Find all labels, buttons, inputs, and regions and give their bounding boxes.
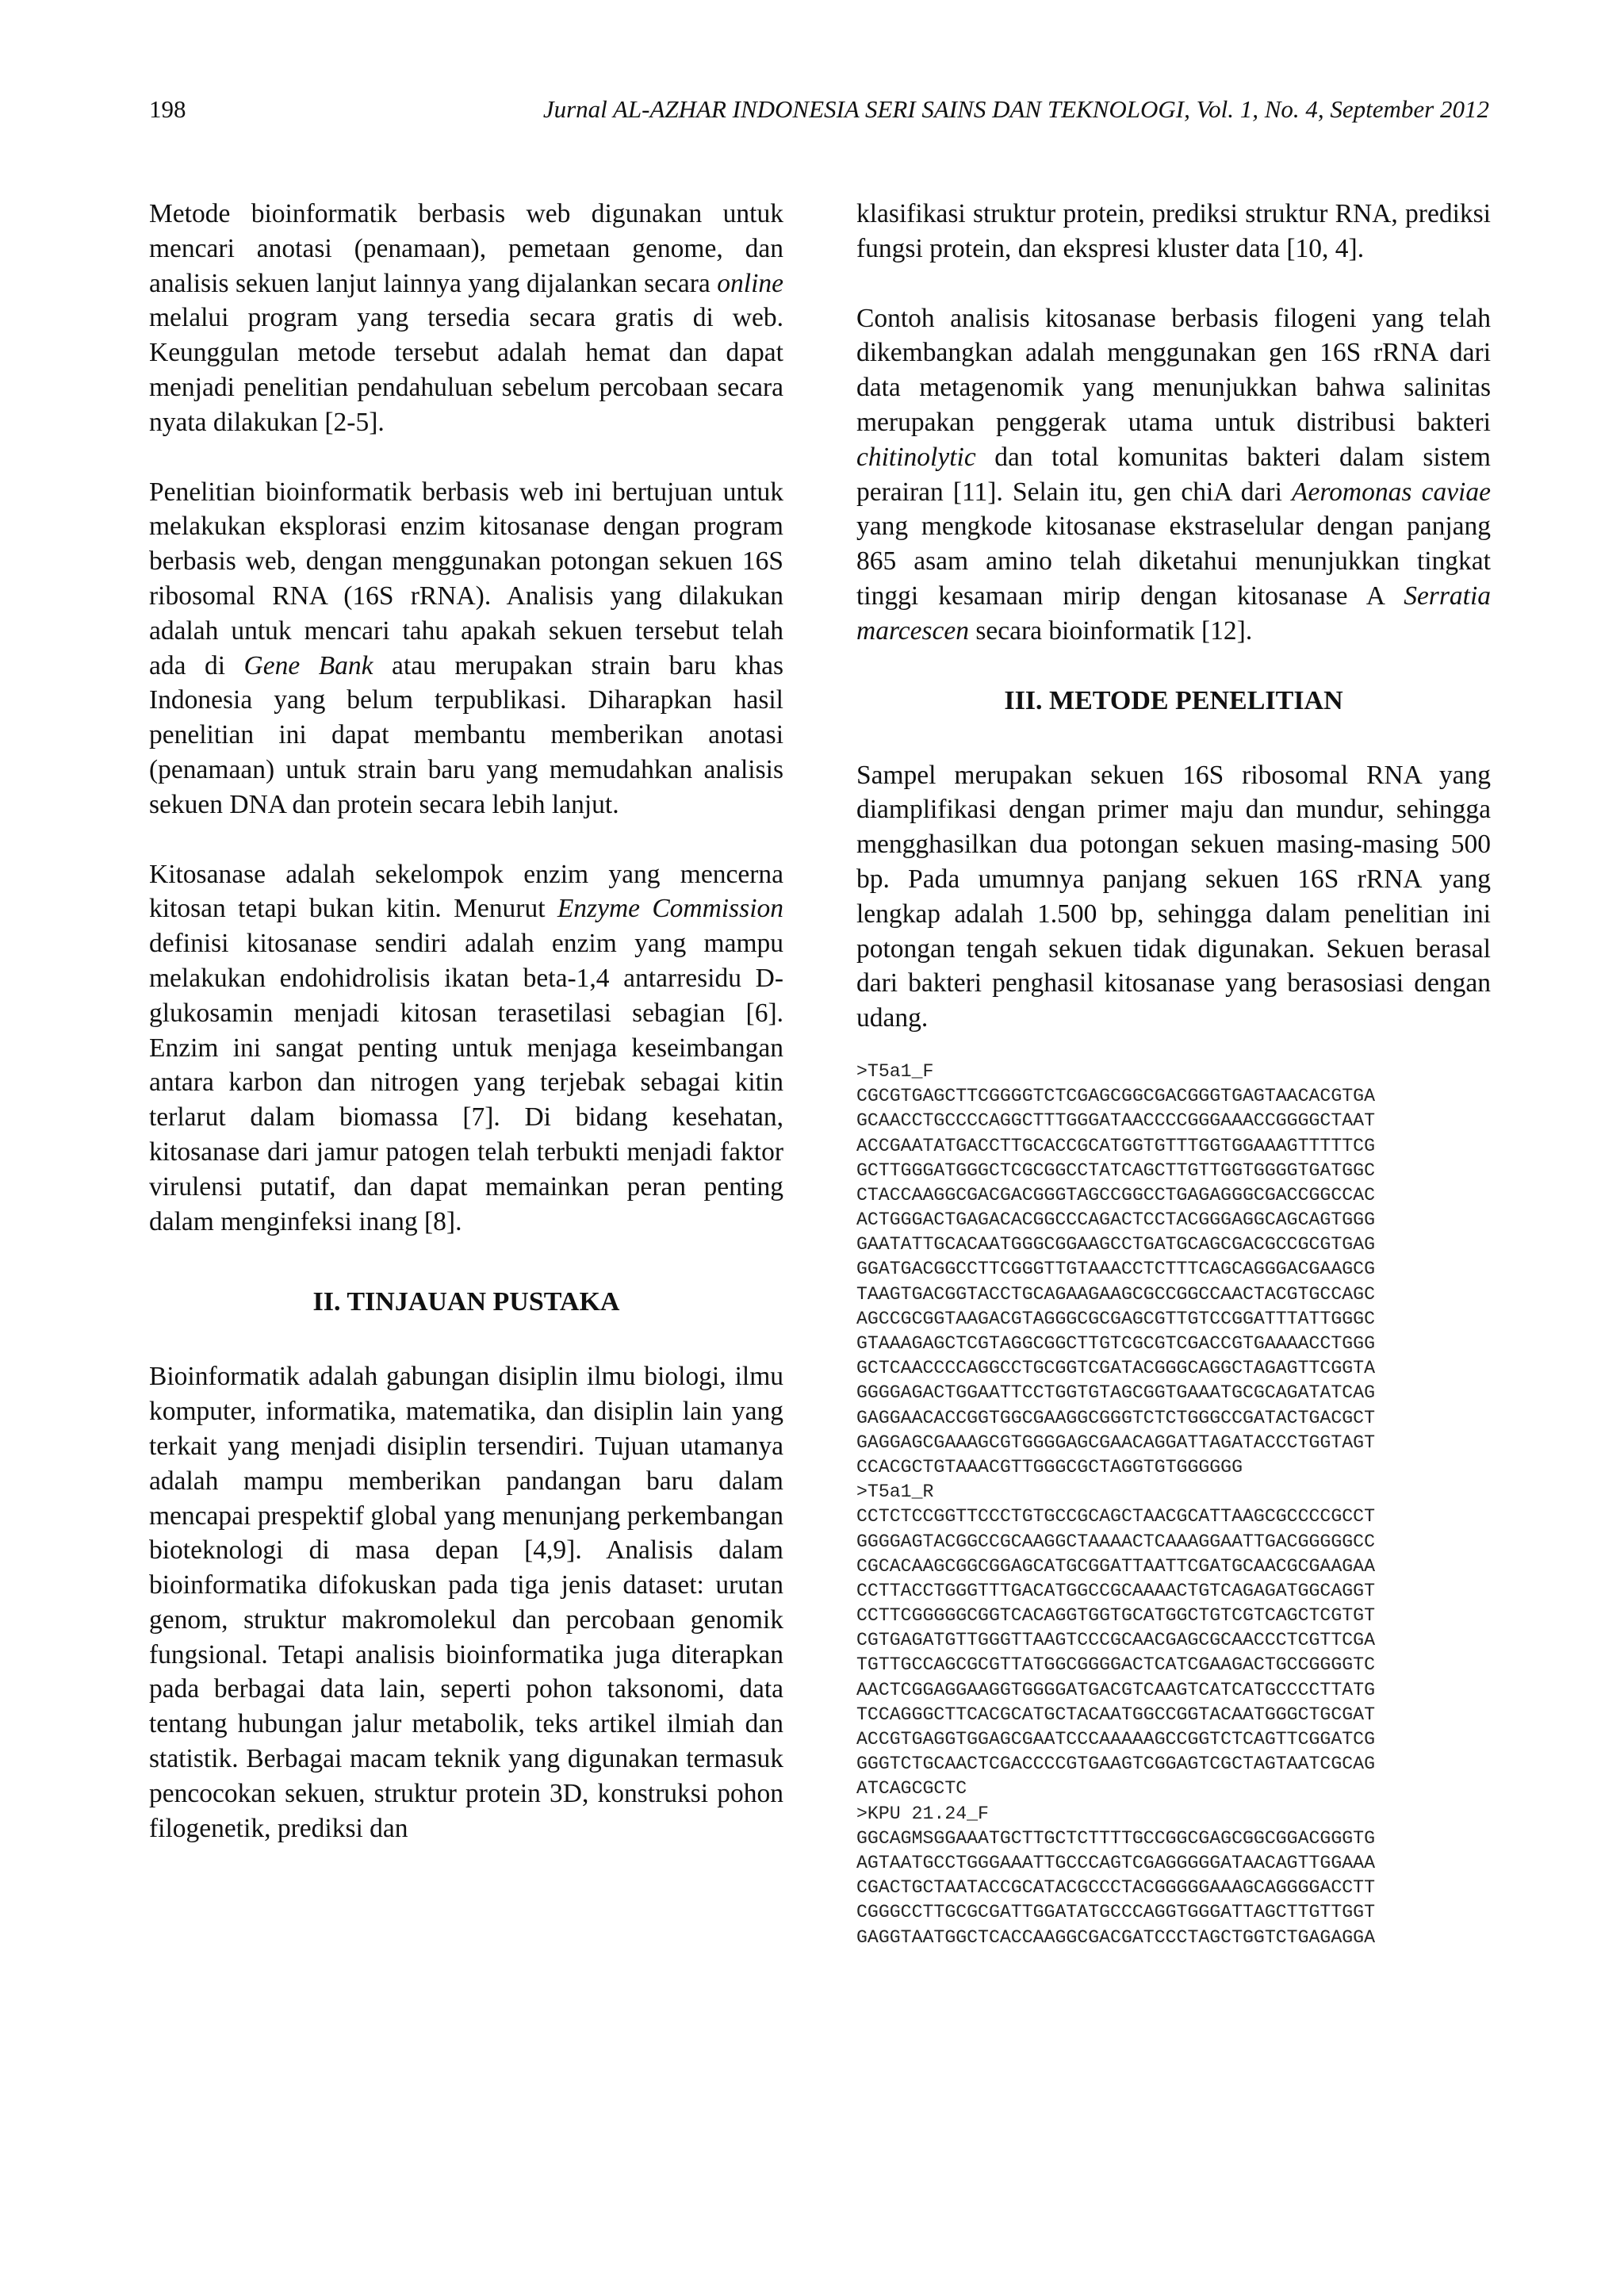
- section-heading-literature-review: II. TINJAUAN PUSTAKA: [312, 1287, 620, 1317]
- sequence-line: TGTTGCCAGCGCGTTATGGCGGGGACTCATCGAAGACTGCCGGGGTC: [856, 1654, 1375, 1676]
- sequence-header: >T5a1_R: [856, 1481, 934, 1503]
- sequence-line: GAGGAGCGAAAGCGTGGGGAGCGAACAGGATTAGATACCCTGGTAGT: [856, 1432, 1375, 1453]
- page-header: [149, 95, 1489, 135]
- sequence-line: GCTTGGGATGGGCTCGCGGCCTATCAGCTTGTTGGTGGGGTGATGGC: [856, 1159, 1375, 1181]
- sequence-line: GAGGTAATGGCTCACCAAGGCGACGATCCCTAGCTGGTCTGAGAGGA: [856, 1926, 1375, 1948]
- page-number: 198: [149, 95, 186, 123]
- sequence-line: AACTCGGAGGAAGGTGGGGATGACGTCAAGTCATCATGCCCCTTATG: [856, 1679, 1375, 1700]
- sequence-line: CGACTGCTAATACCGCATACGCCCTACGGGGGAAAGCAGGGGACCTT: [856, 1877, 1375, 1899]
- paragraph-classification: klasifikasi struktur protein, prediksi struktur RNA, prediksi fungsi protein, dan ekspresi kluster data [10, 4].: [856, 199, 1491, 263]
- sequence-line: CGCGTGAGCTTCGGGGTCTCGAGCGGCGACGGGTGAGTAACACGTGA: [856, 1086, 1375, 1107]
- sequence-line: CCTCTCCGGTTCCCTGTGCCGCAGCTAACGCATTAAGCGCCCCGCCT: [856, 1506, 1375, 1527]
- sequence-line: GCAACCTGCCCCAGGCTTTGGGATAACCCCGGGAAACCGGGGCTAAT: [856, 1110, 1375, 1132]
- sequence-header: >T5a1_F: [856, 1060, 934, 1082]
- right-column: [856, 197, 1491, 1950]
- paragraph-bioinformatics-web: Metode bioinformatik berbasis web digunakan untuk mencari anotasi (penamaan), pemetaan genome, dan analisis sekuen lanjut lainnya yang dijalankan secara online melalui program yang tersedia secara gratis di web. Keunggulan metode tersebut adalah hemat dan dapat menjadi penelitian pendahuluan sebelum percobaan secara nyata dilakukan [2-5].: [149, 199, 783, 437]
- sequence-line: CTACCAAGGCGACGACGGGTAGCCGGCCTGAGAGGGCGACCGGCCAC: [856, 1184, 1375, 1205]
- sequence-line: ATCAGCGCTC: [856, 1778, 967, 1800]
- left-column: [149, 197, 783, 1880]
- sequence-line: GGGGAGACTGGAATTCCTGGTGTAGCGGTGAAATGCGCAGATATCAG: [856, 1382, 1375, 1404]
- sequence-line: GGCAGMSGGAAATGCTTGCTCTTTTGCCGGCGAGCGGCGGACGGGTG: [856, 1827, 1375, 1849]
- sequence-line: GCTCAACCCCAGGCCTGCGGTCGATACGGGCAGGCTAGAGTTCGGTA: [856, 1358, 1375, 1379]
- paragraph-phylogeny-example: Contoh analisis kitosanase berbasis filogeni yang telah dikembangkan adalah menggunakan gen 16S rRNA dari data metagenomik yang menunjukkan bahwa salinitas merupakan penggerak utama untuk distribusi bakteri chitinolytic dan total komunitas bakteri dalam sistem perairan [11]. Selain itu, gen chiA dari Aeromonas caviae yang mengkode kitosanase ekstraselular dengan panjang 865 asam amino telah diketahui menunjukkan tingkat tinggi kesamaan mirip dengan kitosanase A Serratia marcescen secara bioinformatik [12].: [856, 303, 1491, 646]
- sequence-line: GAGGAACACCGGTGGCGAAGGCGGGTCTCTGGGCCGATACTGACGCT: [856, 1407, 1375, 1428]
- sequence-line: TCCAGGGCTTCACGCATGCTACAATGGCCGGTACAATGGGCTGCGAT: [856, 1704, 1375, 1725]
- sequence-line: ACTGGGACTGAGACACGGCCCAGACTCCTACGGGAGGCAGCAGTGGG: [856, 1209, 1375, 1231]
- sequence-line: GGGGAGTACGGCCGCAAGGCTAAAACTCAAAGGAATTGACGGGGGCC: [856, 1531, 1375, 1552]
- sequence-listing: [856, 1060, 1491, 1950]
- sequence-line: ACCGAATATGACCTTGCACCGCATGGTGTTTGGTGGAAAGTTTTTCG: [856, 1135, 1375, 1156]
- paragraph-samples: Sampel merupakan sekuen 16S ribosomal RNA yang diamplifikasi dengan primer maju dan mundur, sehingga mengghasilkan dua potongan sekuen masing-masing 500 bp. Pada umumnya panjang sekuen 16S rRNA yang lengkap adalah 1.500 bp, sehingga dalam penelitian ini potongan tengah sekuen tidak digunakan. Sekuen berasal dari bakteri penghasil kitosanase yang berasosiasi dengan udang.: [856, 760, 1491, 1033]
- sequence-line: TAAGTGACGGTACCTGCAGAAGAAGCGCCGGCCAACTACGTGCCAGC: [856, 1283, 1375, 1305]
- sequence-line: CGCACAAGCGGCGGAGCATGCGGATTAATTCGATGCAACGCGAAGAA: [856, 1555, 1375, 1577]
- sequence-line: CCACGCTGTAAACGTTGGGCGCTAGGTGTGGGGGG: [856, 1456, 1243, 1478]
- sequence-line: CGGGCCTTGCGCGATTGGATATGCCCAGGTGGGATTAGCTTGTTGGT: [856, 1902, 1375, 1923]
- sequence-line: GGGTCTGCAACTCGACCCCGTGAAGTCGGAGTCGCTAGTAATCGCAG: [856, 1754, 1375, 1775]
- sequence-line: ACCGTGAGGTGGAGCGAATCCCAAAAAGCCGGTCTCAGTTCGGATCG: [856, 1729, 1375, 1750]
- sequence-header: >KPU 21.24_F: [856, 1803, 989, 1824]
- sequence-line: GTAAAGAGCTCGTAGGCGGCTTGTCGCGTCGACCGTGAAAACCTGGG: [856, 1333, 1375, 1354]
- sequence-line: CGTGAGATGTTGGGTTAAGTCCCGCAACGAGCGCAACCCTCGTTCGA: [856, 1630, 1375, 1651]
- sequence-line: AGCCGCGGTAAGACGTAGGGCGCGAGCGTTGTCCGGATTTATTGGGC: [856, 1308, 1375, 1329]
- sequence-line: GGATGACGGCCTTCGGGTTGTAAACCTCTTTCAGCAGGGACGAAGCG: [856, 1259, 1375, 1280]
- journal-title: Jurnal AL-AZHAR INDONESIA SERI SAINS DAN TEKNOLOGI, Vol. 1, No. 4, September 2012: [542, 95, 1489, 123]
- sequence-line: AGTAATGCCTGGGAAATTGCCCAGTCGAGGGGGATAACAGTTGGAAA: [856, 1852, 1375, 1873]
- paragraph-research-aim: Penelitian bioinformatik berbasis web ini bertujuan untuk melakukan eksplorasi enzim kitosanase dengan program berbasis web, dengan menggunakan potongan sekuen 16S ribosomal RNA (16S rRNA). Analisis yang dilakukan adalah untuk mencari tahu apakah sekuen tersebut telah ada di Gene Bank atau merupakan strain baru khas Indonesia yang belum terpublikasi. Diharapkan hasil penelitian ini dapat membantu memberikan anotasi (penamaan) untuk strain baru yang memudahkan analisis sekuen DNA dan protein secara lebih lanjut.: [149, 477, 784, 819]
- sequence-line: GAATATTGCACAATGGGCGGAAGCCTGATGCAGCGACGCCGCGTGAG: [856, 1234, 1375, 1255]
- section-heading-methods: III. METODE PENELITIAN: [1004, 685, 1343, 715]
- sequence-line: CCTTCGGGGGCGGTCACAGGTGGTGCATGGCTGTCGTCAGCTCGTGT: [856, 1605, 1375, 1627]
- sequence-line: CCTTACCTGGGTTTGACATGGCCGCAAAACTGTCAGAGATGGCAGGT: [856, 1580, 1375, 1601]
- paragraph-bioinformatics-definition: Bioinformatik adalah gabungan disiplin ilmu biologi, ilmu komputer, informatika, matematika, dan disiplin lain yang terkait yang menjadi disiplin tersendiri. Tujuan utamanya adalah mampu memberikan pandangan baru dalam mencapai prespektif global yang menunjang perkembangan bioteknologi di masa depan [4,9]. Analisis dalam bioinformatika difokuskan pada tiga jenis dataset: urutan genom, struktur makromolekul dan percobaan genomik fungsional. Tetapi analisis bioinformatika juga diterapkan pada berbagai data lain, seperti pohon taksonomi, data tentang hubungan jalur metabolik, teks artikel ilmiah dan statistik. Berbagai macam teknik yang digunakan termasuk pencocokan sekuen, struktur protein 3D, konstruksi pohon filogenetik, prediksi dan: [149, 1362, 783, 1843]
- paragraph-chitosanase: Kitosanase adalah sekelompok enzim yang mencerna kitosan tetapi bukan kitin. Menurut Enzyme Commission definisi kitosanase sendiri adalah enzim yang mampu melakukan endohidrolisis ikatan beta-1,4 antarresidu D-glukosamin menjadi kitosan terasetilasi sebagian [6]. Enzim ini sangat penting untuk menjaga keseimbangan antara karbon dan nitrogen yang terjebak sebagai kitin terlarut dalam biomassa [7]. Di bidang kesehatan, kitosanase dari jamur patogen telah terbukti menjadi faktor virulensi putatif, dan dapat memainkan peran penting dalam menginfeksi inang [8].: [149, 859, 783, 1236]
